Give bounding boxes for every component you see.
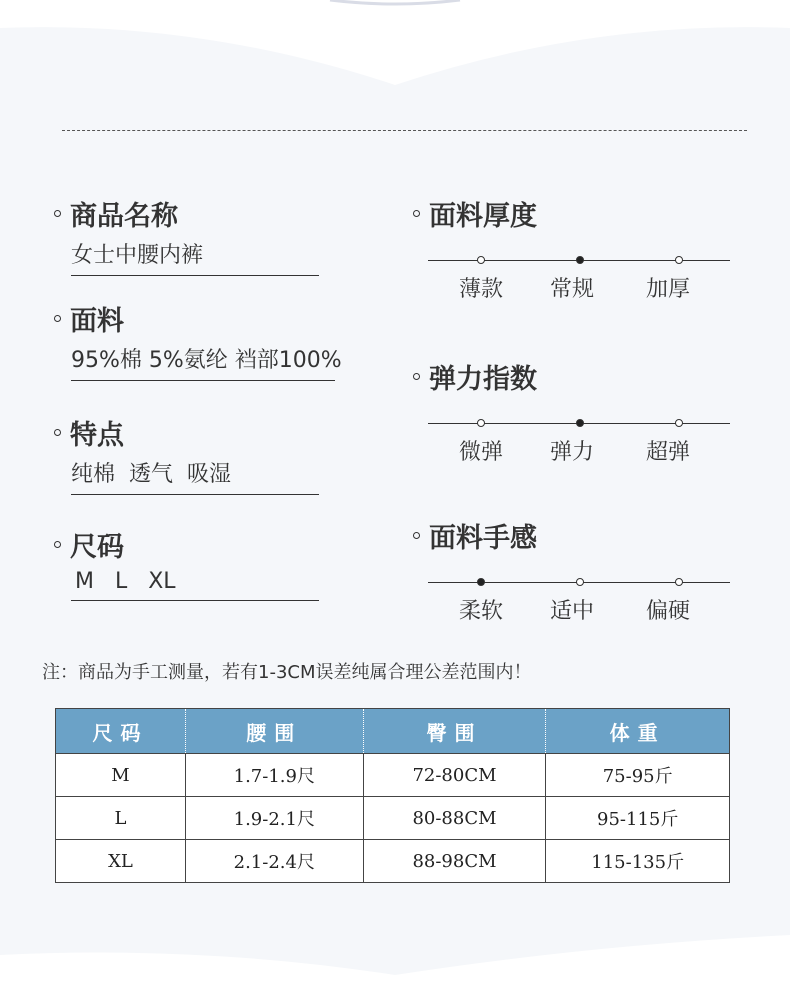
scale-thickness	[413, 196, 691, 302]
cell-waist: 1.9-2.1尺	[186, 797, 364, 840]
header-waist: 腰围	[186, 709, 364, 754]
scale-hand-feel	[413, 518, 691, 624]
scale-marker	[675, 578, 683, 586]
scale-option-label: 超弹	[645, 440, 691, 465]
cell-weight: 95-115斤	[546, 797, 730, 840]
field-value: M L XL	[71, 561, 319, 601]
bullet-icon	[413, 532, 420, 539]
scale-option-label: 弹力	[549, 440, 595, 465]
field-fabric	[54, 301, 342, 381]
scale-marker-selected	[576, 256, 584, 264]
header-hip: 臀围	[363, 709, 546, 754]
cell-weight: 115-135斤	[546, 840, 730, 883]
cell-hip: 80-88CM	[363, 797, 546, 840]
dashed-divider	[62, 130, 747, 131]
bullet-icon	[54, 541, 61, 548]
scale-title: 弹力指数	[429, 363, 537, 395]
header-size: 尺码	[56, 709, 186, 754]
size-table	[55, 708, 730, 883]
bullet-icon	[54, 429, 61, 436]
scale-marker	[675, 419, 683, 427]
cell-hip: 88-98CM	[363, 840, 546, 883]
scale-elasticity	[413, 359, 691, 465]
field-size	[54, 527, 319, 601]
cell-size: M	[56, 754, 186, 797]
table-row	[56, 840, 730, 883]
scale-marker-selected	[477, 578, 485, 586]
cell-weight: 75-95斤	[546, 754, 730, 797]
scale-title: 面料厚度	[429, 200, 537, 232]
header-weight: 体重	[546, 709, 730, 754]
field-value: 女士中腰内裤	[71, 230, 319, 276]
scale-option-label: 微弹	[458, 440, 504, 465]
field-value: 纯棉 透气 吸湿	[71, 449, 319, 495]
field-value: 95%棉 5%氨纶 裆部100%	[71, 335, 335, 381]
scale-option-label: 薄款	[458, 277, 504, 302]
field-title: 面料	[70, 305, 124, 337]
scale-marker	[477, 419, 485, 427]
scale-marker	[576, 578, 584, 586]
table-row	[56, 797, 730, 840]
bullet-icon	[413, 373, 420, 380]
scale-option-label: 加厚	[645, 277, 691, 302]
cell-size: L	[56, 797, 186, 840]
bullet-icon	[413, 210, 420, 217]
table-header-row	[56, 709, 730, 754]
cell-size: XL	[56, 840, 186, 883]
scale-marker	[477, 256, 485, 264]
cell-hip: 72-80CM	[363, 754, 546, 797]
measurement-note: 注：商品为手工测量，若有1-3CM误差纯属合理公差范围内！	[42, 662, 532, 683]
scale-title: 面料手感	[429, 522, 537, 554]
field-product-name	[54, 196, 319, 276]
field-title: 特点	[70, 419, 124, 451]
scale-option-label: 柔软	[458, 599, 504, 624]
cell-waist: 1.7-1.9尺	[186, 754, 364, 797]
scale-marker-selected	[576, 419, 584, 427]
scale-marker	[675, 256, 683, 264]
bullet-icon	[54, 210, 61, 217]
field-features	[54, 415, 319, 495]
cell-waist: 2.1-2.4尺	[186, 840, 364, 883]
table-row	[56, 754, 730, 797]
field-title: 尺码	[70, 531, 124, 563]
scale-option-label: 偏硬	[645, 599, 691, 624]
scale-option-label: 适中	[549, 599, 595, 624]
scale-option-label: 常规	[549, 277, 595, 302]
bullet-icon	[54, 315, 61, 322]
field-title: 商品名称	[70, 200, 178, 232]
